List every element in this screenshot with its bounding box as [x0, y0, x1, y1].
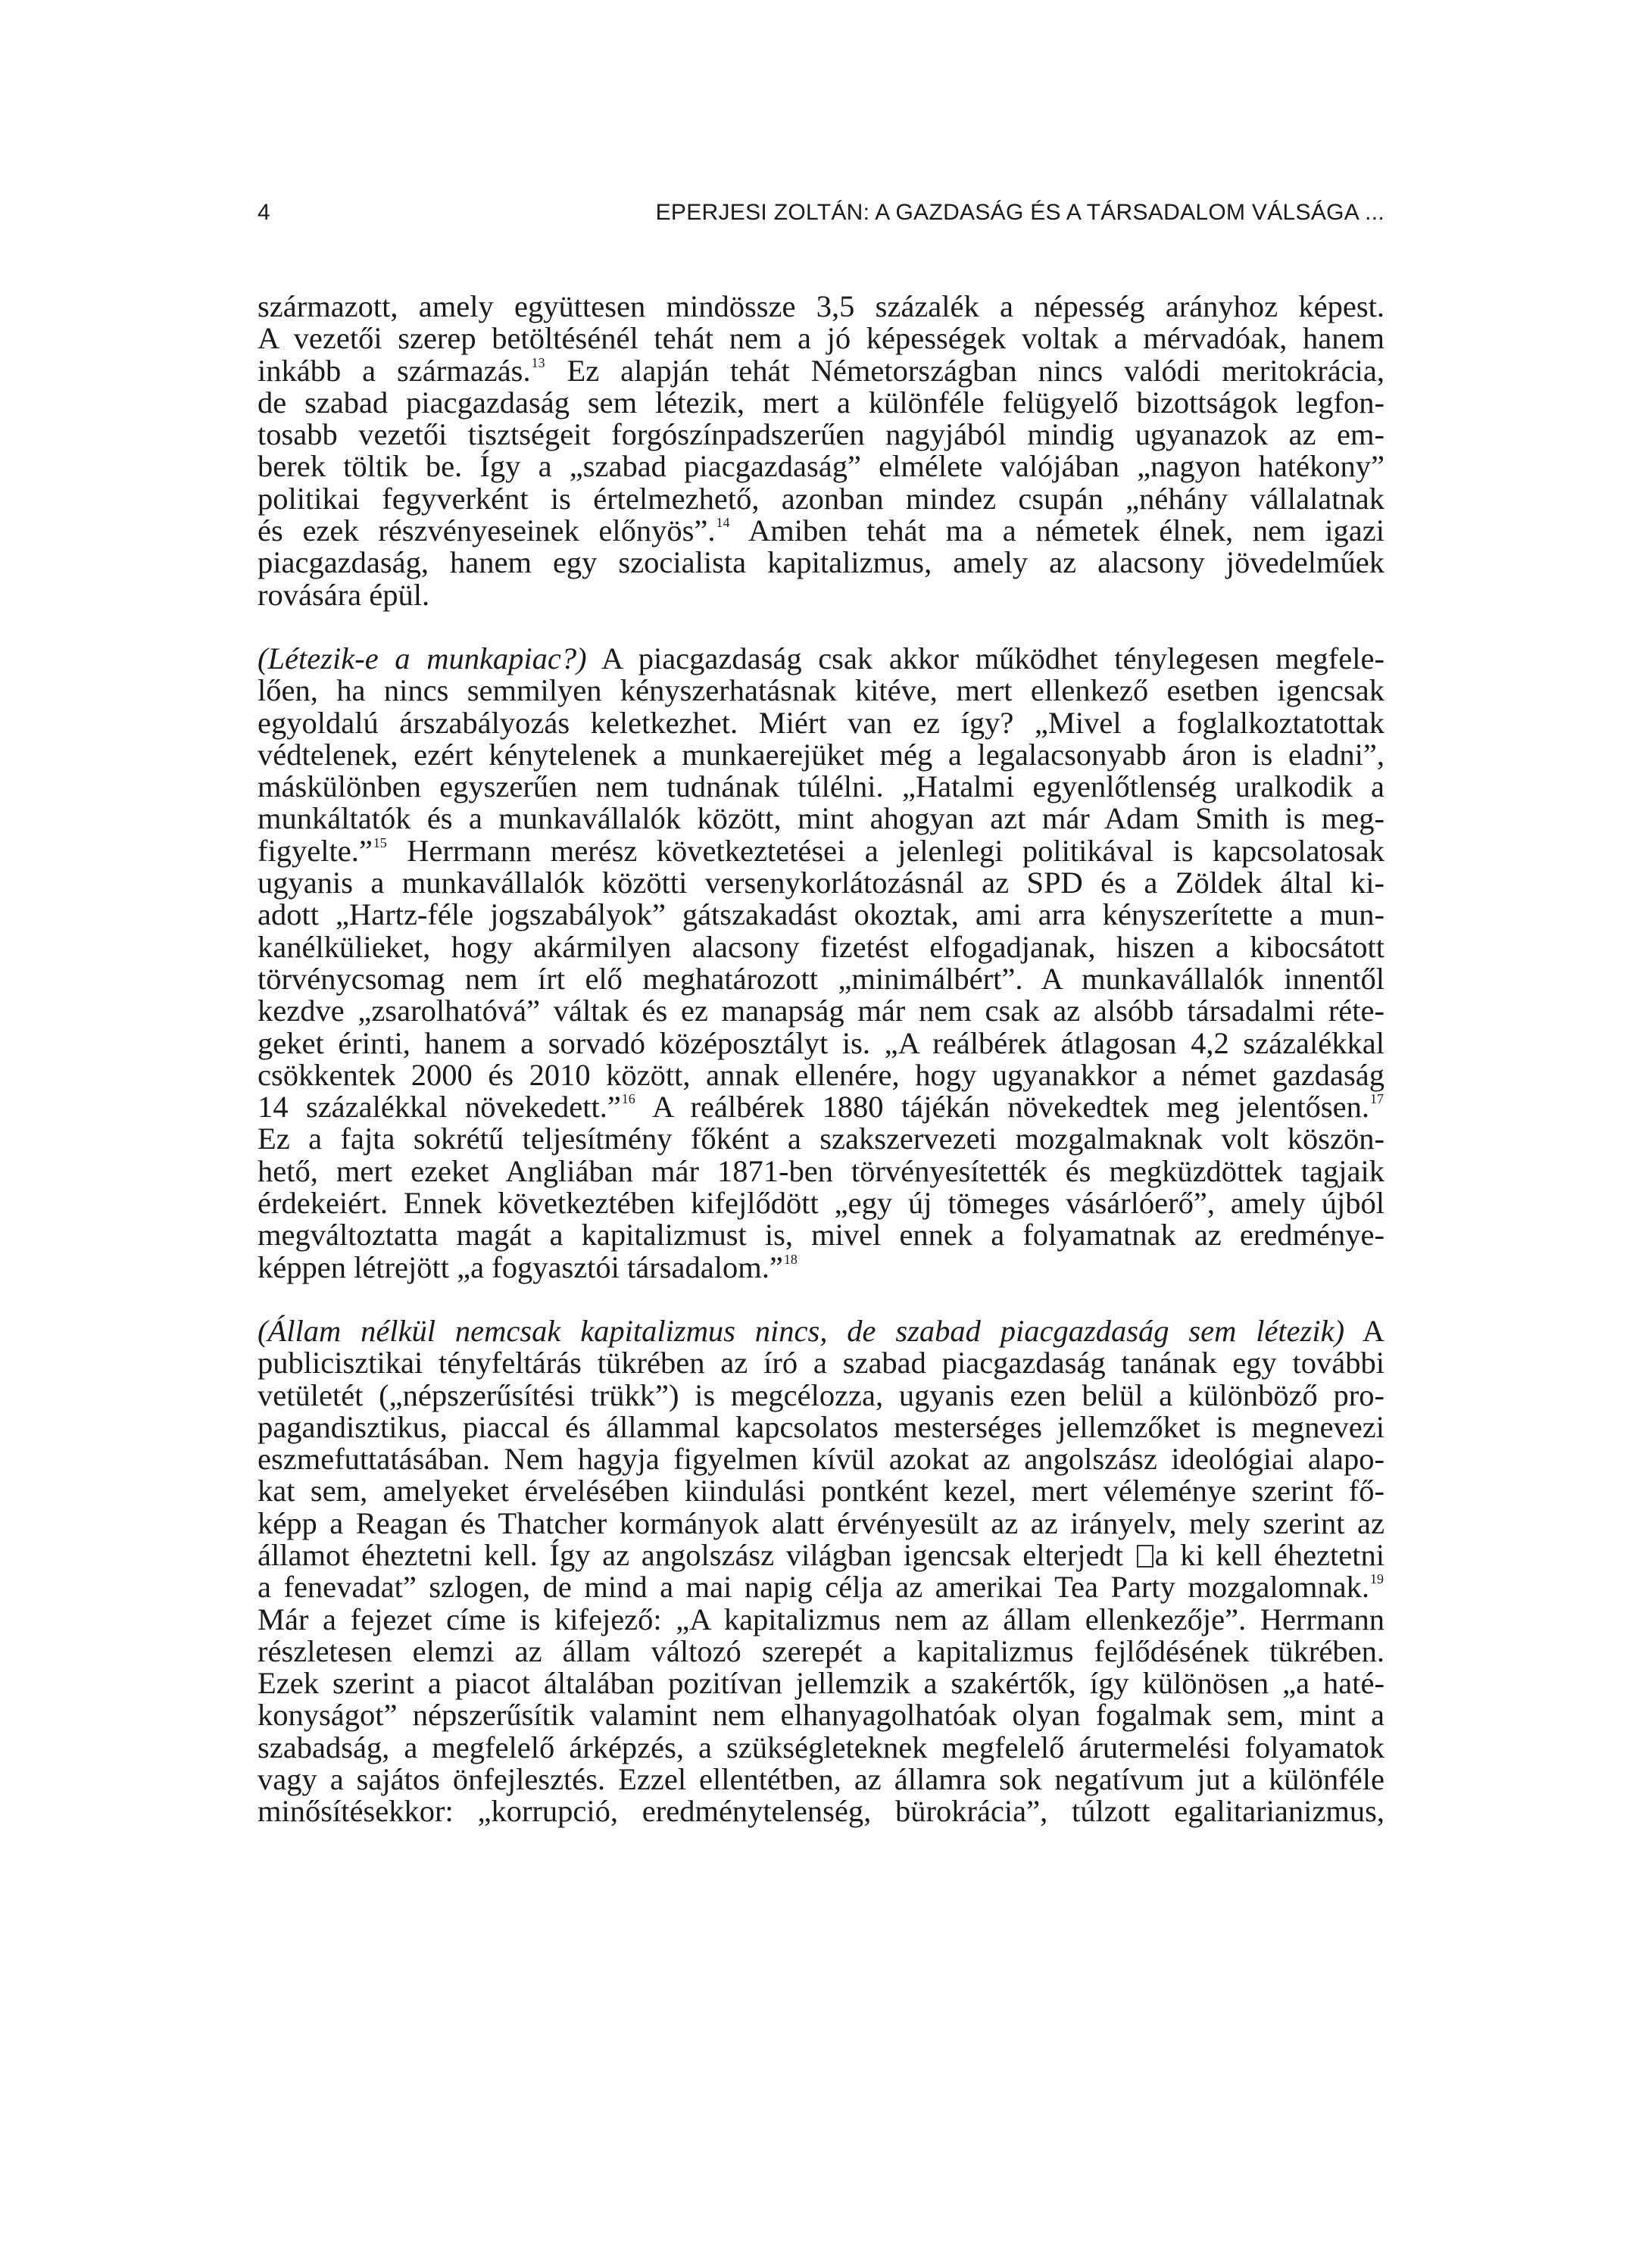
text-line [258, 547, 1384, 579]
text-line [258, 675, 1384, 707]
section-heading: (Állam nélkül nemcsak kapitalizmus nincs, de szabad piacgazdaság sem létezik) [258, 1313, 1345, 1348]
text-run: publicisztikai tényfeltárás tükrében az író a szabad piacgazdaság tanának egy további [258, 1346, 1384, 1380]
footnote-ref: 16 [621, 1091, 635, 1107]
text-line [258, 1732, 1384, 1764]
text-run: a ki kell éheztetni [1154, 1537, 1384, 1572]
text-run: kanélkülieket, hogy akármilyen alacsony fizetést elfogadjanak, hiszen a kibocsátott [258, 929, 1384, 964]
text-line [258, 1153, 1384, 1188]
text-line [258, 1795, 1384, 1827]
text-line [258, 739, 1384, 771]
text-line [258, 323, 1384, 354]
text-run: tosabb vezetői tisztségeit forgószínpadszerűen nagyjából mindig ugyanazok az em- [258, 417, 1384, 452]
text-line [258, 1187, 1384, 1219]
text-run: csökkentek 2000 és 2010 között, annak ellenére, hogy ugyanakkor a német gazdaság [258, 1057, 1384, 1092]
text-line [258, 803, 1384, 835]
text-run: szabadság, a megfelelő árképzés, a szükségleteknek megfelelő árutermelési folyamatok [258, 1730, 1384, 1764]
text-run: és ezek részvényeseinek előnyös”. [258, 513, 716, 548]
text-run: lően, ha nincs semmilyen kényszerhatásnak kitéve, mert ellenkező esetben igencsak [258, 673, 1384, 708]
text-run: Ez alapján tehát Németországban nincs valódi meritokrácia, [545, 353, 1384, 388]
text-run: konyságot” népszerűsítik valamint nem elhanyagolhatóak olyan fogalmak sem, mint a [258, 1698, 1384, 1733]
text-line [258, 355, 1384, 387]
text-line [258, 771, 1384, 803]
footnote-ref: 18 [783, 1251, 798, 1267]
footnote-ref: 19 [1370, 1571, 1384, 1587]
text-run: Ezek szerint a piacot általában pozitívan jellemzik a szakértők, így különösen „a haté- [258, 1666, 1384, 1701]
text-line [258, 1633, 1384, 1668]
text-run: politikai fegyverként is értelmezhető, azonban mindez csupán „néhány vállalatnak [258, 481, 1384, 516]
text-line [258, 707, 1384, 739]
text-run: Ez a fajta sokrétű teljesítmény főként a szakszervezeti mozgalmaknak volt köszön- [258, 1122, 1384, 1156]
text-line [258, 963, 1384, 995]
body-text [258, 291, 1384, 1828]
text-line [258, 451, 1384, 482]
text-line [258, 1123, 1384, 1155]
text-run: A [1344, 1313, 1384, 1348]
text-run: berek töltik be. Így a „szabad piacgazdaság” elmélete valójában „nagyon hatékony” [258, 449, 1384, 484]
text-run: A reálbérek 1880 tájékán növekedtek meg jelentősen. [635, 1090, 1369, 1125]
text-line [258, 1604, 1384, 1636]
text-run: képpen létrejött „a fogyasztói társadalom.” [258, 1249, 783, 1284]
text-run: államot éheztetni kell. Így az angolszász világban igencsak elterjedt [258, 1537, 1135, 1572]
text-run: munkáltatók és a munkavállalók között, mint ahogyan azt már Adam Smith is meg- [258, 801, 1384, 836]
footnote-ref: 14 [716, 515, 730, 531]
text-run: egyoldalú árszabályozás keletkezhet. Miért van ez így? „Mivel a foglalkoztatottak [258, 705, 1384, 740]
text-run: a fenevadat” szlogen, de mind a mai napig célja az amerikai Tea Party mozgalomnak. [258, 1570, 1369, 1605]
text-line [258, 867, 1384, 899]
text-line [258, 291, 1384, 323]
footnote-ref: 17 [1370, 1091, 1384, 1107]
text-line [258, 835, 1384, 867]
running-title: EPERJESI ZOLTÁN: A GAZDASÁG ÉS A TÁRSADALOM VÁLSÁGA ... [655, 200, 1384, 225]
text-line [258, 579, 1384, 611]
text-line [258, 899, 1384, 931]
page-number: 4 [258, 200, 270, 225]
text-run: A piacgazdaság csak akkor működhet ténylegesen megfele- [586, 641, 1384, 675]
text-run: pagandisztikus, piaccal és állammal kapcsolatos mesterséges jellemzőket is megnevezi [258, 1409, 1384, 1444]
text-line [258, 1764, 1384, 1795]
text-run: Herrmann merész következtetései a jelenlegi politikával is kapcsolatosak [387, 833, 1384, 868]
text-run: inkább a származás. [258, 353, 531, 388]
text-line [258, 1249, 1384, 1284]
text-run: kat sem, amelyeket érvelésében kiindulási pontként kezel, mert véleménye szerint fő- [258, 1474, 1384, 1508]
text-line [258, 1025, 1384, 1060]
text-run: A vezetői szerep betöltésénél tehát nem a jó képességek voltak a mérvadóak, hanem [258, 321, 1384, 356]
text-run: képp a Reagan és Thatcher kormányok alatt érvényesült az az irányelv, mely szerint az [258, 1505, 1384, 1540]
text-line [258, 643, 1384, 675]
text-run: törvénycsomag nem írt elő meghatározott „minimálbért”. A munkavállalók innentől [258, 961, 1384, 996]
text-run: ugyanis a munkavállalók közötti versenykorlátozásnál az SPD és a Zöldek által ki- [258, 866, 1384, 900]
text-line [258, 515, 1384, 547]
text-run: rovására épül. [258, 577, 430, 612]
text-line [258, 995, 1384, 1027]
text-run: minősítésekkor: „korrupció, eredménytelenség, bürokrácia”, túlzott egalitarianizmus, [258, 1794, 1384, 1829]
text-run: vetületét („népszerűsítési trükk”) is megcélozza, ugyanis ezen belül a különböző pro- [258, 1377, 1384, 1412]
text-run: származott, amely együttesen mindössze 3,5 százalék a népesség arányhoz képest. [258, 289, 1384, 323]
text-line [258, 1219, 1384, 1251]
text-run: Amiben tehát ma a németek élnek, nem igazi [730, 513, 1384, 548]
text-line [258, 483, 1384, 515]
text-line [258, 1667, 1384, 1699]
text-run: Már a fejezet címe is kifejező: „A kapitalizmus nem az állam ellenkezője”. Herrmann [258, 1602, 1384, 1636]
paragraph [258, 291, 1384, 611]
text-line [258, 1475, 1384, 1507]
text-line [258, 1347, 1384, 1379]
text-line [258, 1377, 1384, 1412]
text-run: eszmefuttatásában. Nem hagyja figyelmen kívül azokat az angolszász ideológiai alapo- [258, 1442, 1384, 1477]
text-run: 14 százalékkal növekedett.” [258, 1090, 621, 1125]
text-line [258, 1443, 1384, 1475]
text-run: geket érinti, hanem a sorvadó középosztályt is. „A reálbérek átlagosan 4,2 százalékkal [258, 1025, 1384, 1060]
section-heading: (Létezik-e a munkapiac?) [258, 641, 587, 675]
paragraph [258, 1315, 1384, 1828]
text-run: máskülönben egyszerűen nem tudnának túlélni. „Hatalmi egyenlőtlenség uralkodik a [258, 769, 1384, 804]
text-line [258, 1059, 1384, 1091]
text-run: kezdve „zsarolhatóvá” váltak és ez manapság már nem csak az alsóbb társadalmi réte- [258, 994, 1384, 1028]
text-run: védtelenek, ezért kénytelenek a munkaerejüket még a legalacsonyabb áron is eladni”, [258, 737, 1384, 772]
text-line [258, 1091, 1384, 1123]
text-line [258, 1537, 1384, 1572]
footnote-ref: 13 [531, 354, 545, 370]
text-run: érdekeiért. Ennek következtében kifejlődött „egy új tömeges vásárlóerő”, amely újból [258, 1186, 1384, 1221]
text-line [258, 419, 1384, 451]
text-run: vagy a sajátos önfejlesztés. Ezzel ellentétben, az államra sok negatívum jut a különféle [258, 1762, 1384, 1797]
running-header [258, 200, 1384, 235]
text-run: figyelte.” [258, 833, 373, 868]
footnote-ref: 15 [373, 835, 387, 850]
text-line [258, 1409, 1384, 1444]
missing-glyph-box [1137, 1545, 1153, 1568]
text-line [258, 1505, 1384, 1540]
text-run: piacgazdaság, hanem egy szocialista kapitalizmus, amely az alacsony jövedelműek [258, 545, 1384, 580]
text-run: részletesen elemzi az állam változó szerepét a kapitalizmus fejlődésének tükrében. [258, 1633, 1384, 1668]
text-line [258, 1699, 1384, 1731]
text-run: megváltoztatta magát a kapitalizmust is, mivel ennek a folyamatnak az eredménye- [258, 1218, 1384, 1253]
text-run: adott „Hartz-féle jogszabályok” gátszakadást okoztak, ami arra kényszerítette a mun- [258, 897, 1384, 932]
text-line [258, 931, 1384, 963]
paragraph [258, 643, 1384, 1284]
text-line [258, 1315, 1384, 1347]
text-line [258, 387, 1384, 419]
text-run: hető, mert ezeket Angliában már 1871-ben törvényesítették és megküzdöttek tagjaik [258, 1153, 1384, 1188]
text-line [258, 1571, 1384, 1603]
text-run: de szabad piacgazdaság sem létezik, mert a különféle felügyelő bizottságok legfon- [258, 385, 1384, 420]
